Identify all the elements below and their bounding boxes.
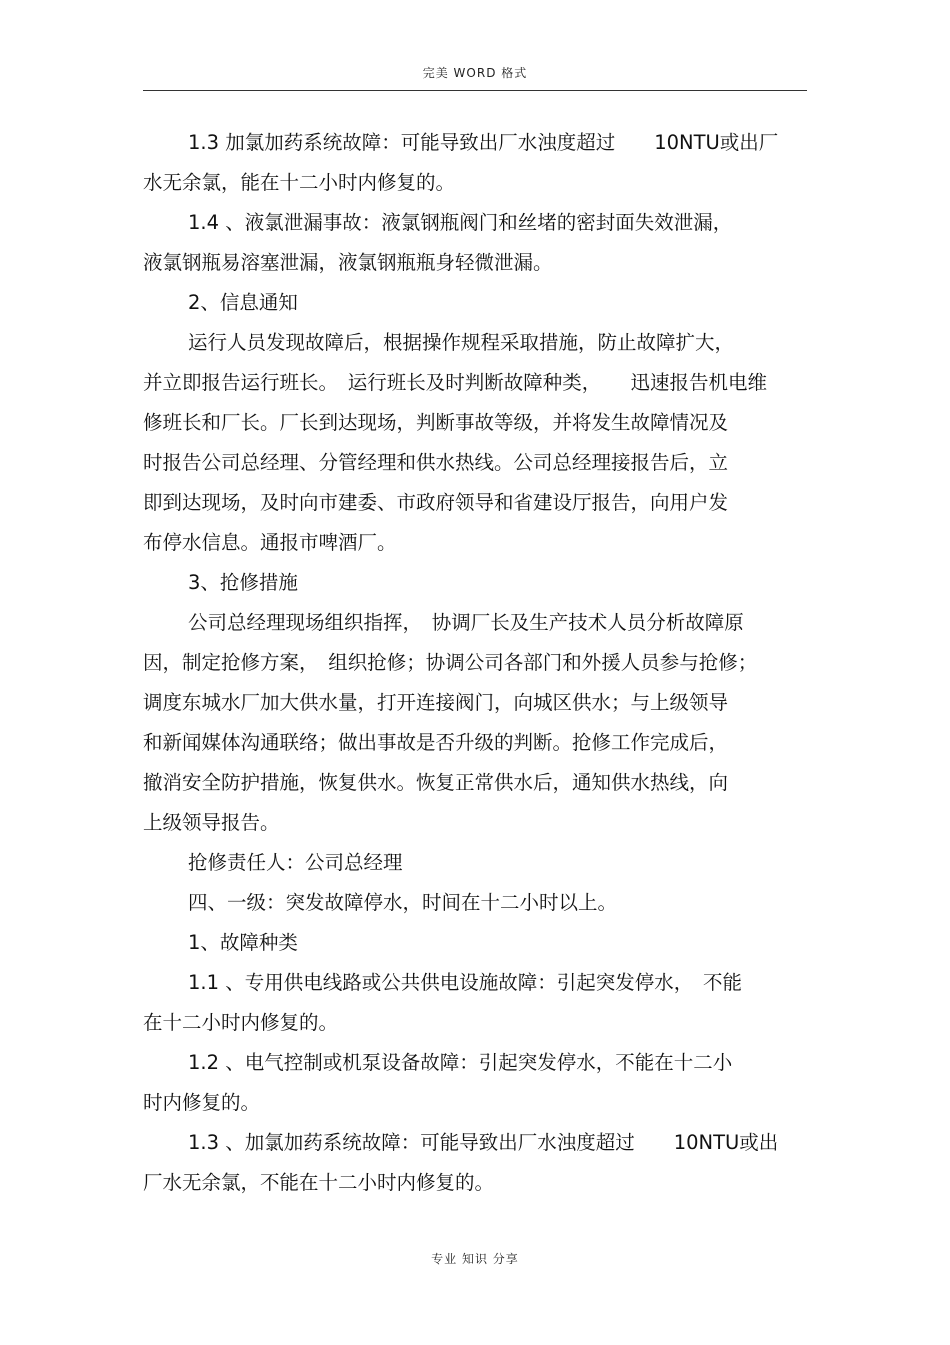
- page-footer: 专业 知识 分享: [431, 1252, 519, 1266]
- paragraph-line: 即到达现场，及时向市建委、市政府领导和省建设厅报告，向用户发: [143, 491, 729, 514]
- paragraph-line: 布停水信息。通报市啤酒厂。: [143, 531, 397, 554]
- paragraph-line: 调度东城水厂加大供水量，打开连接阀门，向城区供水；与上级领导: [143, 691, 729, 714]
- paragraph-line: 抢修责任人：公司总经理: [188, 851, 403, 874]
- section-heading: 1、故障种类: [188, 931, 298, 954]
- paragraph-line: 上级领导报告。: [143, 811, 280, 834]
- paragraph-line: 撤消安全防护措施，恢复供水。恢复正常供水后，通知供水热线，向: [143, 771, 729, 794]
- paragraph-line: 时报告公司总经理、分管经理和供水热线。公司总经理接报告后，立: [143, 451, 729, 474]
- paragraph-line: 运行人员发现故障后，根据操作规程采取措施，防止故障扩大，: [188, 331, 735, 354]
- paragraph-line: 1.2 、电气控制或机泵设备故障：引起突发停水，不能在十二小: [188, 1051, 733, 1074]
- paragraph-line: 水无余氯，能在十二小时内修复的。: [143, 171, 456, 194]
- paragraph-line: 1.1 、专用供电线路或公共供电设施故障：引起突发停水， 不能: [188, 971, 742, 994]
- paragraph-line: 时内修复的。: [143, 1091, 261, 1114]
- paragraph-line: 1.3 加氯加药系统故障：可能导致出厂水浊度超过 10NTU或出厂: [188, 131, 779, 154]
- section-heading: 3、抢修措施: [188, 571, 298, 594]
- header-divider: [143, 90, 807, 91]
- section-heading: 四、一级：突发故障停水，时间在十二小时以上。: [188, 891, 618, 914]
- paragraph-line: 1.4 、液氯泄漏事故：液氯钢瓶阀门和丝堵的密封面失效泄漏，: [188, 211, 733, 234]
- paragraph-line: 修班长和厂长。厂长到达现场，判断事故等级，并将发生故障情况及: [143, 411, 729, 434]
- paragraph-line: 液氯钢瓶易溶塞泄漏，液氯钢瓶瓶身轻微泄漏。: [143, 251, 553, 274]
- paragraph-line: 并立即报告运行班长。 运行班长及时判断故障种类， 迅速报告机电维: [143, 371, 768, 394]
- paragraph-line: 在十二小时内修复的。: [143, 1011, 339, 1034]
- paragraph-line: 1.3 、加氯加药系统故障：可能导致出厂水浊度超过 10NTU或出: [188, 1131, 779, 1154]
- section-heading: 2、信息通知: [188, 291, 298, 314]
- paragraph-line: 因，制定抢修方案， 组织抢修；协调公司各部门和外援人员参与抢修；: [143, 651, 758, 674]
- paragraph-line: 和新闻媒体沟通联络；做出事故是否升级的判断。抢修工作完成后，: [143, 731, 729, 754]
- page-header: 完美 WORD 格式: [422, 66, 528, 80]
- paragraph-line: 公司总经理现场组织指挥， 协调厂长及生产技术人员分析故障原: [188, 611, 744, 634]
- paragraph-line: 厂水无余氯，不能在十二小时内修复的。: [143, 1171, 495, 1194]
- document-body: [143, 123, 807, 1203]
